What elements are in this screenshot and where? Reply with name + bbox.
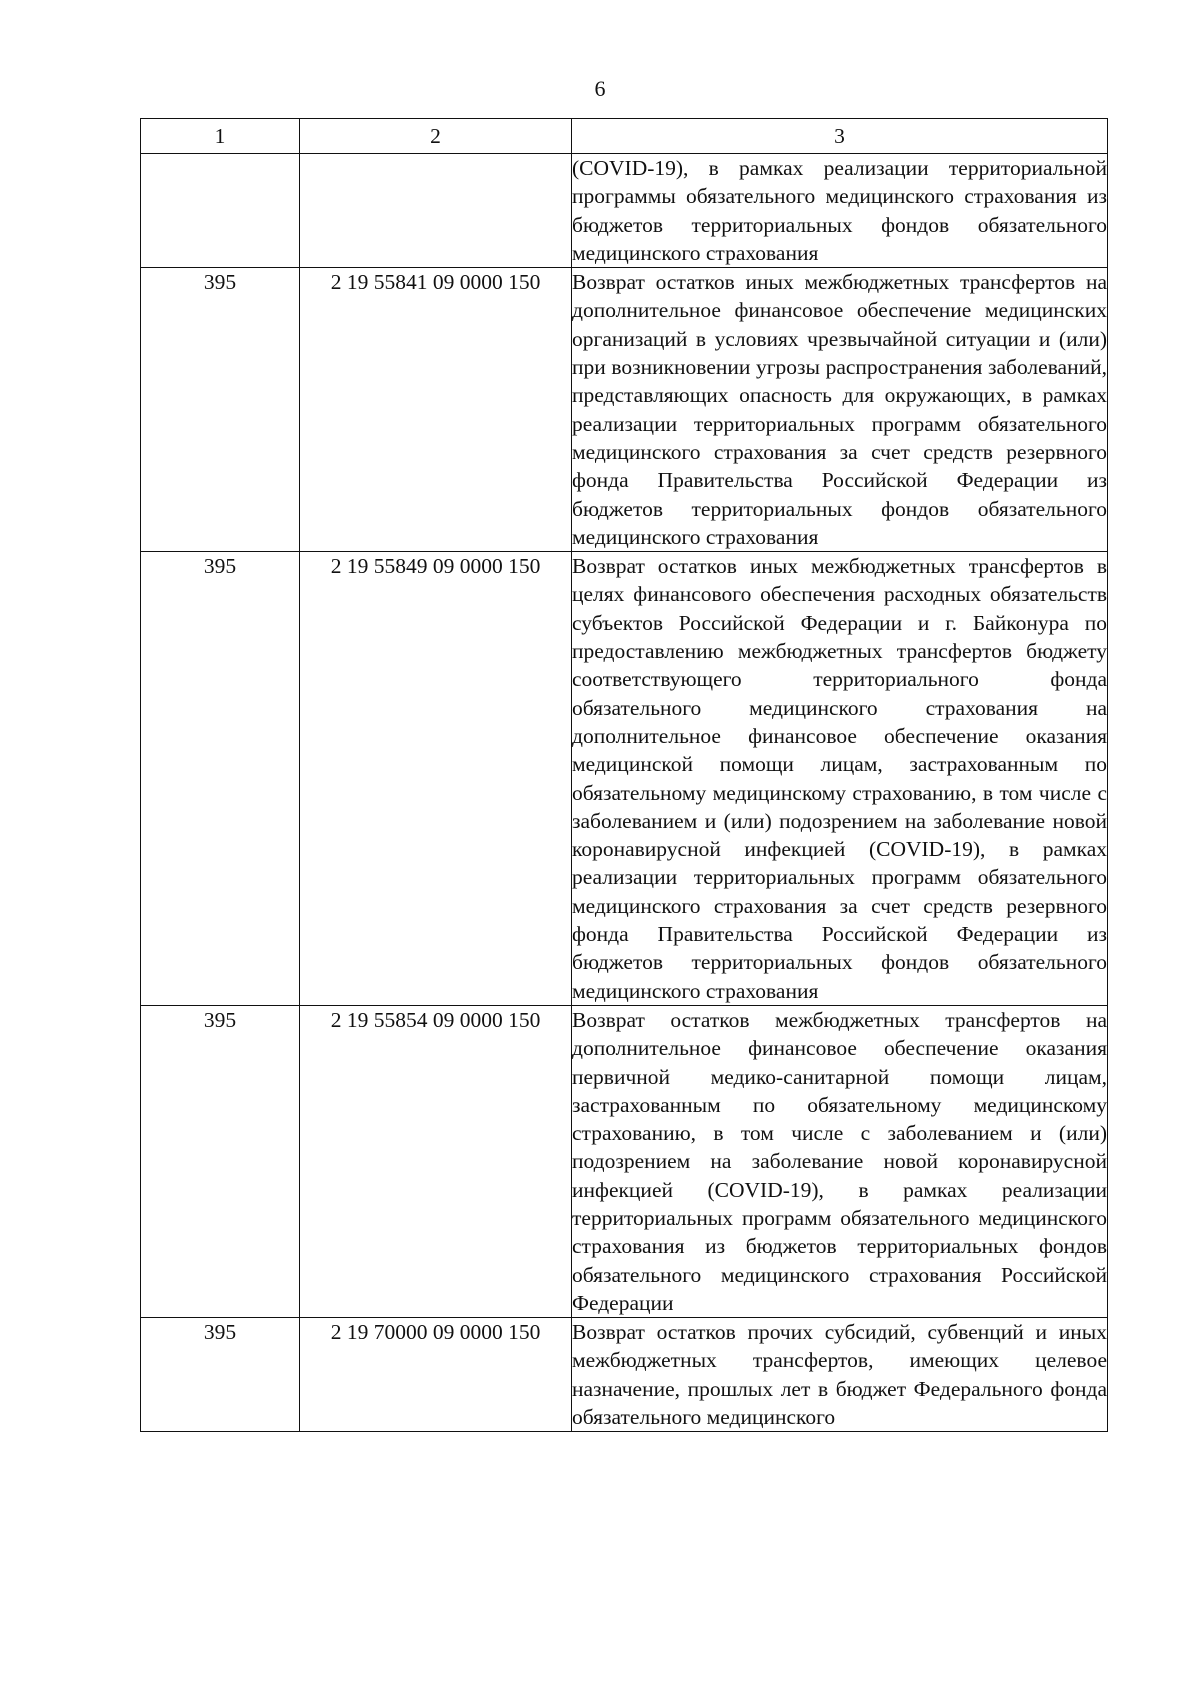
admin-code-cell: 395 bbox=[141, 1005, 300, 1317]
description-cell: Возврат остатков иных межбюджетных трансфертов в целях финансового обеспечения расходных обязательств субъектов Российской Федерации и г. Байконура по предоставлению межбюджетных трансфертов бюджету соответствующего территориального фонда обязательного медицинского страхования на дополнительное финансовое обеспечение оказания медицинской помощи лицам, застрахованным по обязательному медицинскому страхованию, в том числе с заболеванием и (или) подозрением на заболевание новой коронавирусной инфекцией (COVID-19), в рамках реализации территориальных программ обязательного медицинского страхования за счет средств резервного фонда Правительства Российской Федерации из бюджетов территориальных фондов обязательного медицинского страхования bbox=[572, 552, 1108, 1006]
table-row bbox=[141, 1318, 1108, 1432]
revenue-code-cell bbox=[300, 154, 572, 268]
page-number: 6 bbox=[594, 76, 606, 101]
revenue-code-cell: 2 19 70000 09 0000 150 bbox=[300, 1318, 572, 1432]
table-row bbox=[141, 268, 1108, 552]
column-header-code: 2 bbox=[300, 119, 572, 154]
description-cell: Возврат остатков межбюджетных трансфертов на дополнительное финансовое обеспечение оказания первичной медико-санитарной помощи лицам, застрахованным по обязательному медицинскому страхованию, в том числе с заболеванием и (или) подозрением на заболевание новой коронавирусной инфекцией (COVID-19), в рамках реализации территориальных программ обязательного медицинского страхования из бюджетов территориальных фондов обязательного медицинского страхования Российской Федерации bbox=[572, 1005, 1108, 1317]
table-header-row bbox=[141, 119, 1108, 154]
description-cell: Возврат остатков иных межбюджетных трансфертов на дополнительное финансовое обеспечение медицинских организаций в условиях чрезвычайной ситуации и (или) при возникновении угрозы распространения заболеваний, представляющих опасность для окружающих, в рамках реализации территориальных программ обязательного медицинского страхования за счет средств резервного фонда Правительства Российской Федерации из бюджетов территориальных фондов обязательного медицинского страхования bbox=[572, 268, 1108, 552]
column-header-description: 3 bbox=[572, 119, 1108, 154]
table-row bbox=[141, 1005, 1108, 1317]
table-row bbox=[141, 154, 1108, 268]
budget-classification-table bbox=[140, 118, 1108, 1432]
column-header-admin: 1 bbox=[141, 119, 300, 154]
description-cell: (COVID-19), в рамках реализации территориальной программы обязательного медицинского страхования из бюджетов территориальных фондов обязательного медицинского страхования bbox=[572, 154, 1108, 268]
admin-code-cell: 395 bbox=[141, 268, 300, 552]
revenue-code-cell: 2 19 55854 09 0000 150 bbox=[300, 1005, 572, 1317]
admin-code-cell: 395 bbox=[141, 552, 300, 1006]
description-cell: Возврат остатков прочих субсидий, субвенций и иных межбюджетных трансфертов, имеющих целевое назначение, прошлых лет в бюджет Федерального фонда обязательного медицинского bbox=[572, 1318, 1108, 1432]
revenue-code-cell: 2 19 55841 09 0000 150 bbox=[300, 268, 572, 552]
admin-code-cell bbox=[141, 154, 300, 268]
table-row bbox=[141, 552, 1108, 1006]
admin-code-cell: 395 bbox=[141, 1318, 300, 1432]
revenue-code-cell: 2 19 55849 09 0000 150 bbox=[300, 552, 572, 1006]
